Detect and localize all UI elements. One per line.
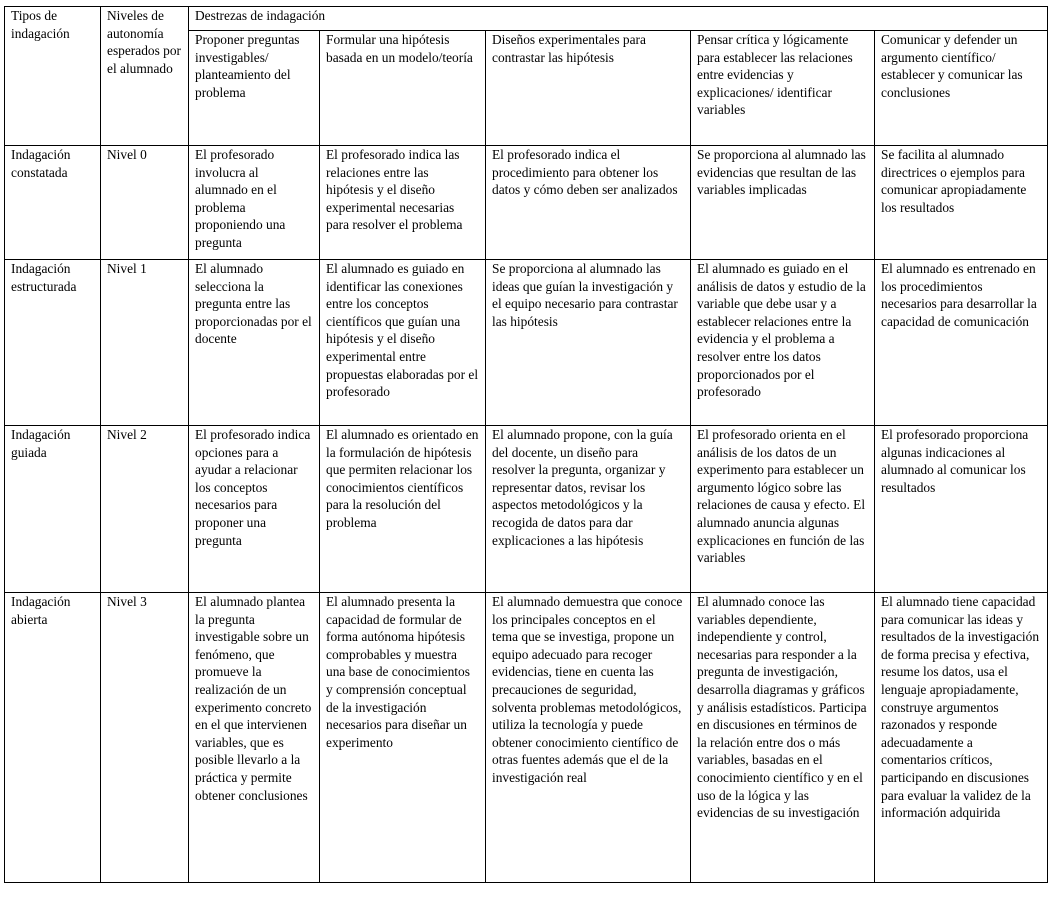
table-cell: El profesorado indica las relaciones entre las hipótesis y el diseño experimental necesarias para resolver el problema	[320, 146, 486, 260]
skill-header: Pensar crítica y lógicamente para establecer las relaciones entre evidencias y explicaciones/ identificar variables	[691, 31, 875, 146]
table-cell: El profesorado orienta en el análisis de los datos de un experimento para establecer un argumento lógico sobre las relaciones de causa y efecto. El alumnado anuncia algunas explicaciones en función de las variables	[691, 426, 875, 593]
table-cell: Se proporciona al alumnado las evidencias que resultan de las variables implicadas	[691, 146, 875, 260]
skill-header: Formular una hipótesis basada en un modelo/teoría	[320, 31, 486, 146]
table-cell: El alumnado es guiado en identificar las conexiones entre los conceptos científicos que guían una hipótesis y el diseño experimental entre propuestas elaboradas por el profesorado	[320, 260, 486, 426]
table-cell: El profesorado proporciona algunas indicaciones al alumnado al comunicar los resultados	[875, 426, 1048, 593]
row-tipo: Indagación constatada	[5, 146, 101, 260]
table-cell: El alumnado es orientado en la formulación de hipótesis que permiten relacionar los conocimientos científicos para la resolución del problema	[320, 426, 486, 593]
table-cell: Se proporciona al alumnado las ideas que guían la investigación y el equipo necesario para contrastar las hipótesis	[486, 260, 691, 426]
table-cell: El alumnado es guiado en el análisis de datos y estudio de la variable que debe usar y a establecer relaciones entre la evidencia y el problema a resolver entre los datos proporcionados por el profesorado	[691, 260, 875, 426]
row-tipo: Indagación guiada	[5, 426, 101, 593]
row-nivel: Nivel 0	[101, 146, 189, 260]
table-cell: El alumnado demuestra que conoce los principales conceptos en el tema que se investiga, propone un equipo adecuado para recoger evidencias, tiene en cuenta las precauciones de seguridad, solventa problemas metodológicos, utiliza la tecnología y puede obtener conocimiento científico de otras fuentes además que el de la investigación real	[486, 593, 691, 883]
header-row-top	[5, 7, 1048, 31]
table-row	[5, 146, 1048, 260]
table-cell: El profesorado indica opciones para a ayudar a relacionar los conceptos necesarios para proponer una pregunta	[189, 426, 320, 593]
table-cell: El alumnado es entrenado en los procedimientos necesarios para desarrollar la capacidad de comunicación	[875, 260, 1048, 426]
header-destrezas: Destrezas de indagación	[189, 7, 1048, 31]
table-cell: El alumnado propone, con la guía del docente, un diseño para resolver la pregunta, organizar y representar datos, revisar los aspectos metodológicos y la recogida de datos para dar explicaciones a las hipótesis	[486, 426, 691, 593]
header-niveles: Niveles de autonomía esperados por el alumnado	[101, 7, 189, 146]
row-tipo: Indagación estructurada	[5, 260, 101, 426]
table-cell: El alumnado selecciona la pregunta entre las proporcionadas por el docente	[189, 260, 320, 426]
table-cell: El profesorado indica el procedimiento para obtener los datos y cómo deben ser analizados	[486, 146, 691, 260]
table-row	[5, 426, 1048, 593]
row-nivel: Nivel 2	[101, 426, 189, 593]
table-cell: Se facilita al alumnado directrices o ejemplos para comunicar apropiadamente los resultados	[875, 146, 1048, 260]
skill-header: Comunicar y defender un argumento científico/ establecer y comunicar las conclusiones	[875, 31, 1048, 146]
header-tipos: Tipos de indagación	[5, 7, 101, 146]
table-cell: El profesorado involucra al alumnado en el problema proponiendo una pregunta	[189, 146, 320, 260]
table-cell: El alumnado conoce las variables dependiente, independiente y control, necesarias para responder a la pregunta de investigación, desarrolla diagramas y gráficos y análisis estadísticos. Participa en discusiones en términos de la relación entre dos o más variables, basadas en el conocimiento científico y en el uso de la lógica y las evidencias de su investigación	[691, 593, 875, 883]
table-row	[5, 593, 1048, 883]
table-cell: El alumnado presenta la capacidad de formular de forma autónoma hipótesis comprobables y muestra una base de conocimientos y comprensión conceptual de la investigación necesarios para diseñar un experimento	[320, 593, 486, 883]
skill-header: Proponer preguntas investigables/ planteamiento del problema	[189, 31, 320, 146]
table-row	[5, 260, 1048, 426]
row-nivel: Nivel 1	[101, 260, 189, 426]
table-cell: El alumnado plantea la pregunta investigable sobre un fenómeno, que promueve la realización de un experimento concreto en el que intervienen variables, que es posible llevarlo a la práctica y permite obtener conclusiones	[189, 593, 320, 883]
inquiry-skills-table	[4, 6, 1048, 883]
row-tipo: Indagación abierta	[5, 593, 101, 883]
row-nivel: Nivel 3	[101, 593, 189, 883]
table-cell: El alumnado tiene capacidad para comunicar las ideas y resultados de la investigación de forma precisa y efectiva, resume los datos, usa el lenguaje apropiadamente, construye argumentos razonados y responde adecuadamente a comentarios críticos, participando en discusiones para evaluar la validez de la información adquirida	[875, 593, 1048, 883]
skill-header: Diseños experimentales para contrastar las hipótesis	[486, 31, 691, 146]
